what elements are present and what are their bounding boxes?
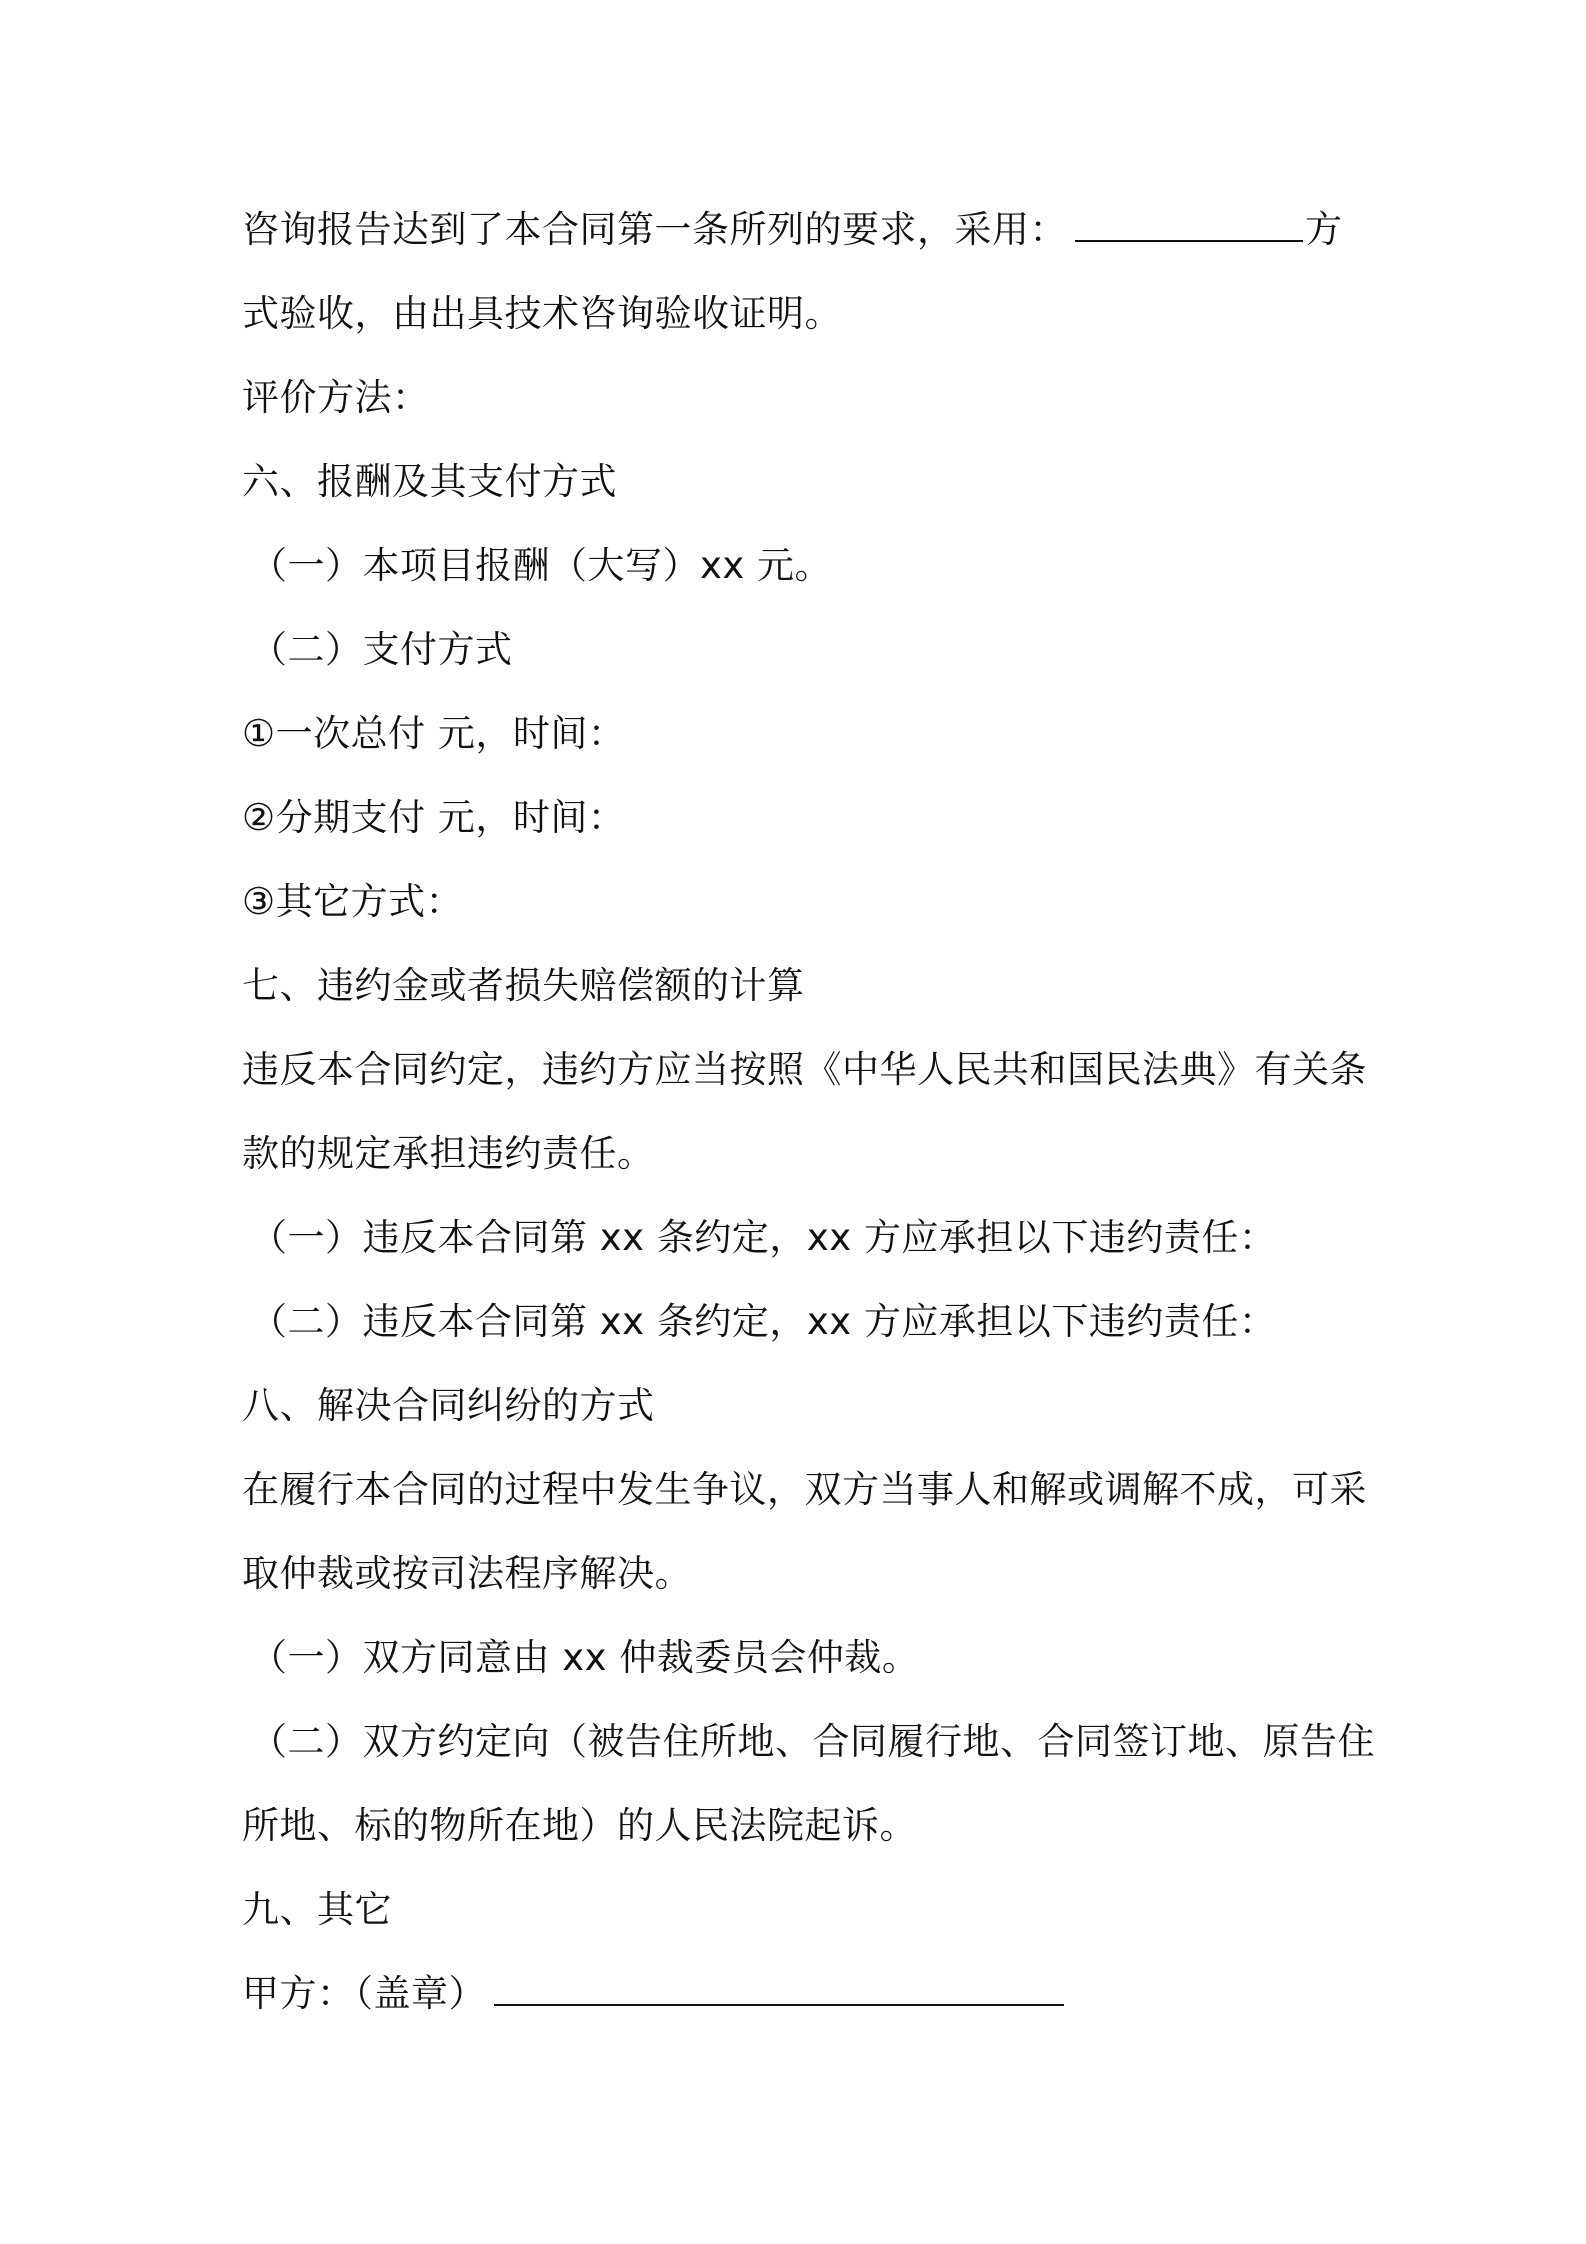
acceptance-text-end: 方 — [1305, 208, 1343, 251]
acceptance-method-blank — [1075, 212, 1303, 242]
clause-8-1: （一）双方同意由 xx 仲裁委员会仲裁。 — [250, 1636, 920, 1679]
paragraph-acceptance-cont: 式验收，由出具技术咨询验收证明。 — [242, 292, 842, 335]
payment-option-1: ①一次总付 元，时间： — [242, 712, 626, 755]
section-heading-7: 七、违约金或者损失赔偿额的计算 — [242, 964, 805, 1007]
party-a-signature-line — [242, 1970, 1064, 2018]
acceptance-text: 咨询报告达到了本合同第一条所列的要求，采用： — [242, 208, 1067, 251]
paragraph-breach: 违反本合同约定，违约方应当按照《中华人民共和国民法典》有关条 — [242, 1048, 1367, 1091]
evaluation-method-label: 评价方法： — [242, 376, 430, 419]
paragraph-dispute: 在履行本合同的过程中发生争议，双方当事人和解或调解不成，可采 — [242, 1468, 1367, 1511]
clause-6-2: （二）支付方式 — [250, 628, 513, 671]
clause-8-2: （二）双方约定向（被告住所地、合同履行地、合同签订地、原告住 — [250, 1720, 1375, 1763]
payment-option-3: ③其它方式： — [242, 880, 464, 923]
paragraph-acceptance — [242, 206, 1343, 254]
paragraph-breach-cont: 款的规定承担违约责任。 — [242, 1132, 655, 1175]
section-heading-9: 九、其它 — [242, 1888, 392, 1931]
paragraph-dispute-cont: 取仲裁或按司法程序解决。 — [242, 1552, 692, 1595]
section-heading-8: 八、解决合同纠纷的方式 — [242, 1384, 655, 1427]
section-heading-6: 六、报酬及其支付方式 — [242, 460, 617, 503]
clause-8-2-cont: 所地、标的物所在地）的人民法院起诉。 — [242, 1804, 917, 1847]
clause-7-2: （二）违反本合同第 xx 条约定，xx 方应承担以下违约责任： — [250, 1300, 1277, 1343]
payment-option-2: ②分期支付 元，时间： — [242, 796, 626, 839]
party-a-label: 甲方：（盖章） — [242, 1972, 486, 2015]
clause-6-1: （一）本项目报酬（大写）xx 元。 — [250, 544, 833, 587]
party-a-signature-blank — [494, 1976, 1064, 2006]
clause-7-1: （一）违反本合同第 xx 条约定，xx 方应承担以下违约责任： — [250, 1216, 1277, 1259]
